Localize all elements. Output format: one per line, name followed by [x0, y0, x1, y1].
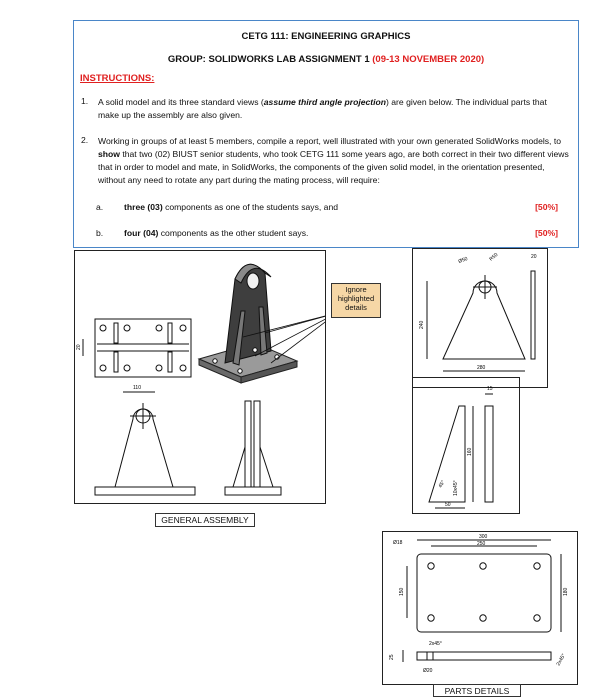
rib-dim-angle: 45°	[437, 479, 447, 489]
rib-frame	[412, 377, 520, 514]
plate-dim-inner: 150	[399, 587, 405, 596]
gusset-drawing	[413, 249, 547, 387]
subitem-a-weight: [50%]	[535, 202, 558, 212]
instructions-heading: INSTRUCTIONS:	[80, 73, 155, 84]
plate-dim-overall-len: 300	[479, 534, 488, 540]
gusset-dim-thk: 20	[531, 254, 537, 260]
gusset-dim-hole: Ø50	[457, 256, 469, 265]
plate-dim-slot-w: Ø20	[423, 668, 433, 674]
plate-dim-holes: Ø18	[393, 540, 403, 546]
rib-dim-top: 15	[487, 386, 493, 392]
item-1-number: 1.	[81, 96, 89, 106]
subtitle-dates: (09-13 NOVEMBER 2020)	[372, 54, 485, 65]
gusset-frame	[412, 248, 548, 388]
gusset-dim-base: 280	[477, 365, 486, 371]
rib-drawing	[413, 378, 519, 513]
item-1-text: A solid model and its three standard views (assume third angle projection) are given below. The individual parts that make up the assembly are also given.	[98, 97, 547, 120]
base-plate-drawing	[383, 532, 577, 684]
rib-dim-height: 160	[467, 447, 473, 456]
ignore-note: Ignore highlighted details	[331, 283, 381, 318]
parts-details-label: PARTS DETAILS	[433, 684, 521, 697]
general-assembly-drawing	[75, 251, 325, 503]
item-2-number: 2.	[81, 135, 89, 145]
plate-dim-thk: 25	[389, 654, 395, 660]
subtitle-main: GROUP: SOLIDWORKS LAB ASSIGNMENT 1	[167, 54, 373, 65]
assembly-dim-side: 20	[76, 344, 82, 350]
subitem-a-letter: a.	[96, 202, 104, 212]
item-2-text: Working in groups of at least 5 members, compile a report, well illustrated with your own generated SolidWorks models, to show that two (02) BIUST senior students, who took CETG 111 some years ago, are both correct in their two different views that in order to model and mate, in SolidWorks, the components of the given solid model, in the orientation presented, without any need to rotate any part during the mating process, will require:	[98, 136, 569, 185]
plate-dim-pitch: 250	[477, 541, 486, 547]
rib-dim-base: 50	[445, 502, 451, 508]
rib-dim-chamfer: 10x45°	[453, 480, 459, 496]
general-assembly-frame	[74, 250, 326, 504]
top-view-outline	[95, 319, 191, 377]
isometric-model	[199, 264, 297, 383]
subitem-a-text: three (03) components as one of the students says, and	[124, 202, 339, 212]
base-plate-frame	[382, 531, 578, 685]
plate-dim-overall-h: 180	[563, 587, 569, 596]
gusset-dim-radius: R50	[488, 252, 500, 263]
plate-dim-slot: 2x45°	[429, 641, 442, 647]
document-subtitle	[74, 54, 578, 65]
subitem-b-weight: [50%]	[535, 228, 558, 238]
gusset-dim-height: 240	[419, 320, 425, 329]
general-assembly-label: GENERAL ASSEMBLY	[155, 513, 255, 527]
instructions-box	[73, 20, 579, 248]
subitem-b-text: four (04) components as the other student says.	[124, 228, 309, 238]
assembly-dim-width: 110	[133, 385, 141, 391]
plate-dim-angle: 2x45°	[555, 652, 568, 667]
document-title: CETG 111: ENGINEERING GRAPHICS	[241, 31, 411, 42]
subitem-b-letter: b.	[96, 228, 104, 238]
